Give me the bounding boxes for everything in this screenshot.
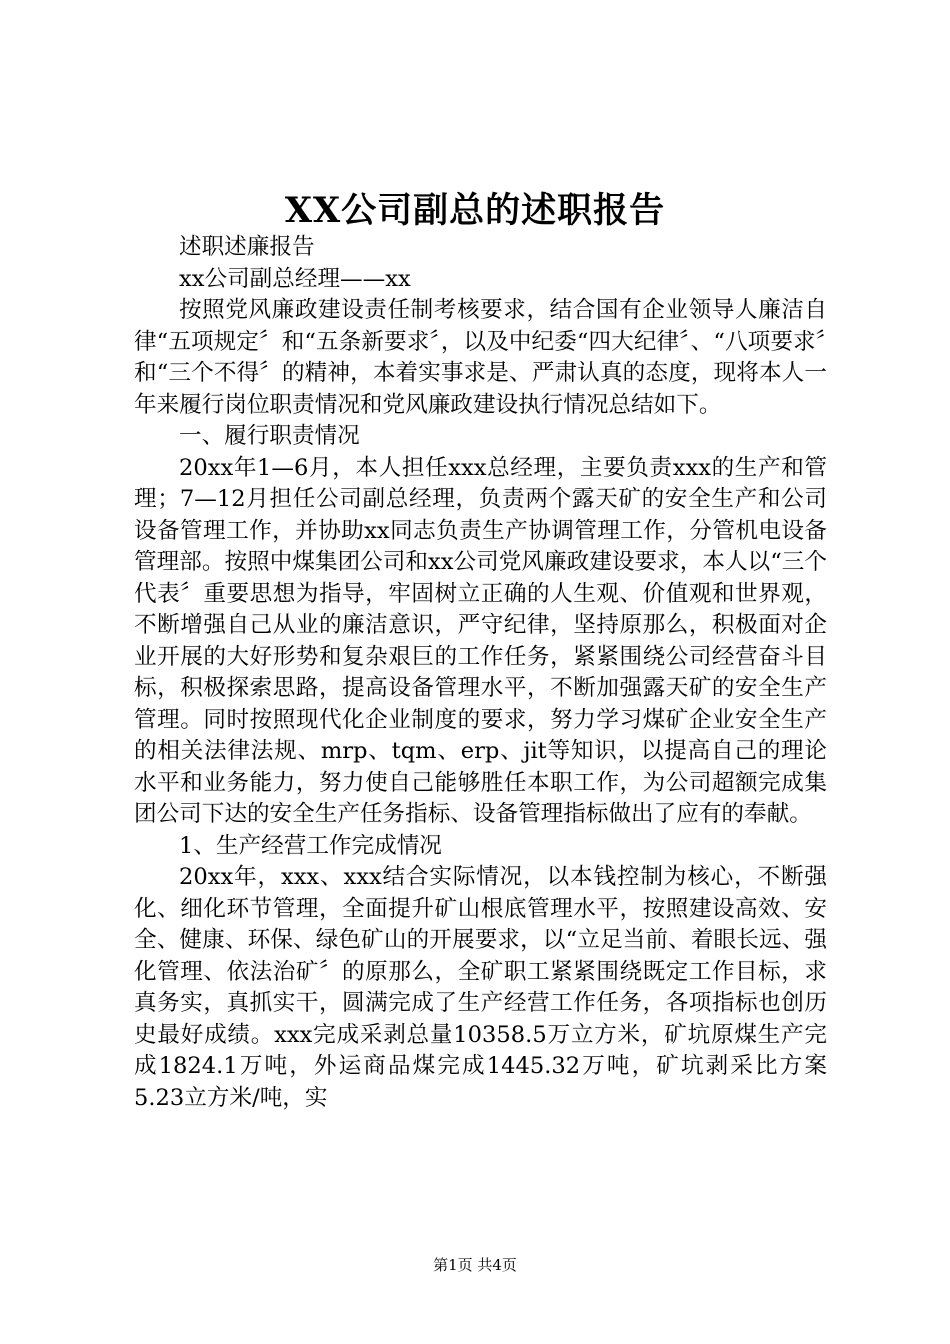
paragraph-duties: 20xx年1—6月，本人担任xxx总经理，主要负责xxx的生产和管理；7—12月担任公司副总经理，负责两个露天矿的安全生产和公司设备管理工作，并协助xx同志负责生产协调管理工作，分管机电设备管理部。按照中煤集团公司和xx公司党风廉政建设要求，本人以“三个代表〞重要思想为指导，牢固树立正确的人生观、价值观和世界观，不断增强自己从业的廉洁意识，严守纪律，坚持原那么，积极面对企业开展的大好形势和复杂艰巨的工作任务，紧紧围绕公司经营奋斗目标，积极探索思路，提高设备管理水平，不断加强露天矿的安全生产管理。同时按照现代化企业制度的要求，努力学习煤矿企业安全生产的相关法律法规、mrp、tqm、erp、jit等知识，以提高自己的理论水平和业务能力，努力使自己能够胜任本职工作，为公司超额完成集团公司下达的安全生产任务指标、设备管理指标做出了应有的奉献。 <box>134 454 827 827</box>
page-footer: 第1页 共4页 <box>433 1256 517 1274</box>
paragraph-intro: 按照党风廉政建设责任制考核要求，结合国有企业领导人廉洁自律“五项规定〞和“五条新要求〞，以及中纪委“四大纪律〞、“八项要求〞和“三个不得〞的精神，本着实事求是、严肃认真的态度，现将本人一年来履行岗位职责情况和党风廉政建设执行情况总结如下。 <box>134 297 827 418</box>
document-body <box>134 232 827 1114</box>
section-heading-1: 一、履行职责情况 <box>179 423 360 449</box>
report-author: xx公司副总经理——xx <box>179 265 411 292</box>
document-title: XX公司副总的述职报告 <box>284 190 666 231</box>
paragraph-production: 20xx年，xxx、xxx结合实际情况，以本钱控制为核心，不断强化、细化环节管理，全面提升矿山根底管理水平，按照建设高效、安全、健康、环保、绿色矿山的开展要求，以“立足当前、着眼长远、强化管理、依法治矿〞的原那么，全矿职工紧紧围绕既定工作目标，求真务实，真抓实干，圆满完成了生产经营工作任务，各项指标也创历史最好成绩。xxx完成采剥总量10358.5万立方米，矿坑原煤生产完成1824.1万吨，外运商品煤完成1445.32万吨，矿坑剥采比方案5.23立方米/吨，实 <box>134 864 827 1111</box>
report-subtitle: 述职述廉报告 <box>179 234 315 260</box>
subsection-heading-1: 1、生产经营工作完成情况 <box>179 832 442 859</box>
